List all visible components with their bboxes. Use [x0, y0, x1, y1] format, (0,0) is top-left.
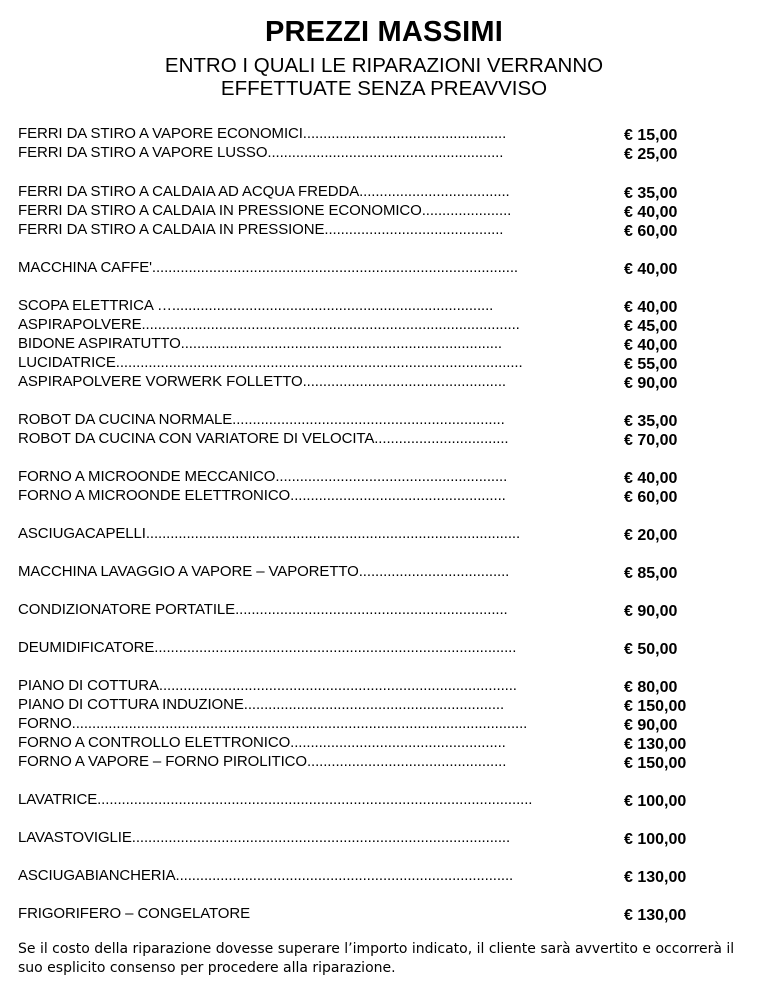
item-price: € 25,00: [624, 146, 678, 163]
item-name: FERRI DA STIRO A VAPORE LUSSO..........................................................: [18, 144, 504, 161]
item-price: € 90,00: [624, 375, 678, 392]
price-group: [18, 182, 718, 239]
price-group: [18, 638, 718, 657]
price-row: [18, 429, 718, 448]
subtitle-line-2: EFFETTUATE SENZA PREAVVISO: [220, 77, 548, 100]
footer-note: Se il costo della riparazione dovesse superare l’importo indicato, il cliente sarà avvertito e occorrerà il suo esplicito consenso per procedere alla riparazione.: [18, 941, 735, 976]
item-name: FRIGORIFERO – CONGELATORE: [18, 905, 250, 922]
price-row: [18, 486, 718, 505]
item-name: ROBOT DA CUCINA CON VARIATORE DI VELOCITA.................................: [18, 430, 509, 447]
item-name: FERRI DA STIRO A CALDAIA AD ACQUA FREDDA.....................................: [18, 183, 510, 200]
price-row: [18, 201, 718, 220]
price-row: [18, 866, 718, 885]
item-price: € 50,00: [624, 641, 678, 658]
item-name: MACCHINA LAVAGGIO A VAPORE – VAPORETTO.....................................: [18, 563, 510, 580]
price-group: [18, 904, 718, 923]
item-price: € 40,00: [624, 204, 678, 221]
price-group: [18, 524, 718, 543]
price-row: [18, 790, 718, 809]
item-name: ASPIRAPOLVERE VORWERK FOLLETTO..................................................: [18, 373, 506, 390]
item-price: € 55,00: [624, 356, 678, 373]
price-row: [18, 143, 718, 162]
price-group: [18, 258, 718, 277]
item-price: € 35,00: [624, 413, 678, 430]
price-row: [18, 315, 718, 334]
item-price: € 20,00: [624, 527, 678, 544]
item-name: ASCIUGABIANCHERIA...................................................................................: [18, 867, 514, 884]
subtitle-line-1: ENTRO I QUALI LE RIPARAZIONI VERRANNO: [164, 54, 604, 77]
item-name: PIANO DI COTTURA INDUZIONE................................................................: [18, 696, 505, 713]
price-group: [18, 124, 718, 162]
price-row: [18, 714, 718, 733]
item-name: FORNO A CONTROLLO ELETTRONICO.....................................................: [18, 734, 506, 751]
price-group: [18, 790, 718, 809]
item-price: € 40,00: [624, 299, 678, 316]
item-name: FERRI DA STIRO A CALDAIA IN PRESSIONE............................................: [18, 221, 504, 238]
item-price: € 150,00: [624, 755, 687, 772]
price-row: [18, 733, 718, 752]
item-price: € 40,00: [624, 337, 678, 354]
item-price: € 45,00: [624, 318, 678, 335]
price-row: [18, 676, 718, 695]
item-name: ASCIUGACAPELLI............................................................................................: [18, 525, 521, 542]
item-price: € 80,00: [624, 679, 678, 696]
item-price: € 150,00: [624, 698, 687, 715]
price-row: [18, 467, 718, 486]
price-group: [18, 866, 718, 885]
item-price: € 35,00: [624, 185, 678, 202]
item-name: FERRI DA STIRO A CALDAIA IN PRESSIONE ECONOMICO......................: [18, 202, 512, 219]
item-name: MACCHINA CAFFE'..........................................................................................: [18, 259, 518, 276]
item-name: BIDONE ASPIRATUTTO...............................................................................: [18, 335, 503, 352]
price-row: [18, 372, 718, 391]
item-name: LAVATRICE...........................................................................................................: [18, 791, 533, 808]
item-price: € 40,00: [624, 470, 678, 487]
price-row: [18, 258, 718, 277]
page-title: PREZZI MASSIMI: [264, 16, 504, 48]
price-row: [18, 562, 718, 581]
price-row: [18, 904, 718, 923]
item-price: € 60,00: [624, 223, 678, 240]
item-name: FORNO A MICROONDE ELETTRONICO.....................................................: [18, 487, 506, 504]
item-name: LUCIDATRICE....................................................................................................: [18, 354, 523, 371]
item-name: DEUMIDIFICATORE.........................................................................................: [18, 639, 517, 656]
price-group: [18, 467, 718, 505]
item-name: FORNO................................................................................................................: [18, 715, 528, 732]
price-row: [18, 182, 718, 201]
item-name: ROBOT DA CUCINA NORMALE...................................................................: [18, 411, 505, 428]
price-group: [18, 600, 718, 619]
price-row: [18, 752, 718, 771]
item-price: € 90,00: [624, 603, 678, 620]
item-price: € 60,00: [624, 489, 678, 506]
item-name: CONDIZIONATORE PORTATILE...................................................................: [18, 601, 508, 618]
price-group: [18, 296, 718, 391]
item-price: € 100,00: [624, 793, 687, 810]
price-row: [18, 220, 718, 239]
item-price: € 85,00: [624, 565, 678, 582]
price-row: [18, 600, 718, 619]
item-price: € 100,00: [624, 831, 687, 848]
price-group: [18, 676, 718, 771]
item-name: FERRI DA STIRO A VAPORE ECONOMICI..................................................: [18, 125, 507, 142]
price-row: [18, 638, 718, 657]
page-subtitle: [0, 54, 768, 100]
item-name: FORNO A MICROONDE MECCANICO.........................................................: [18, 468, 508, 485]
price-row: [18, 828, 718, 847]
item-name: ASPIRAPOLVERE.............................................................................................: [18, 316, 520, 333]
price-group: [18, 410, 718, 448]
item-price: € 70,00: [624, 432, 678, 449]
price-row: [18, 524, 718, 543]
item-name: FORNO A VAPORE – FORNO PIROLITICO.................................................: [18, 753, 507, 770]
price-row: [18, 334, 718, 353]
price-group: [18, 828, 718, 847]
item-name: LAVASTOVIGLIE.............................................................................................: [18, 829, 511, 846]
item-price: € 130,00: [624, 736, 687, 753]
price-row: [18, 410, 718, 429]
item-name: SCOPA ELETTRICA …...............................................................................: [18, 297, 494, 314]
item-price: € 130,00: [624, 869, 687, 886]
item-price: € 15,00: [624, 127, 678, 144]
price-row: [18, 296, 718, 315]
item-price: € 130,00: [624, 907, 687, 924]
item-price: € 90,00: [624, 717, 678, 734]
price-row: [18, 124, 718, 143]
item-name: PIANO DI COTTURA........................................................................................: [18, 677, 517, 694]
price-group: [18, 562, 718, 581]
price-row: [18, 695, 718, 714]
price-row: [18, 353, 718, 372]
item-price: € 40,00: [624, 261, 678, 278]
